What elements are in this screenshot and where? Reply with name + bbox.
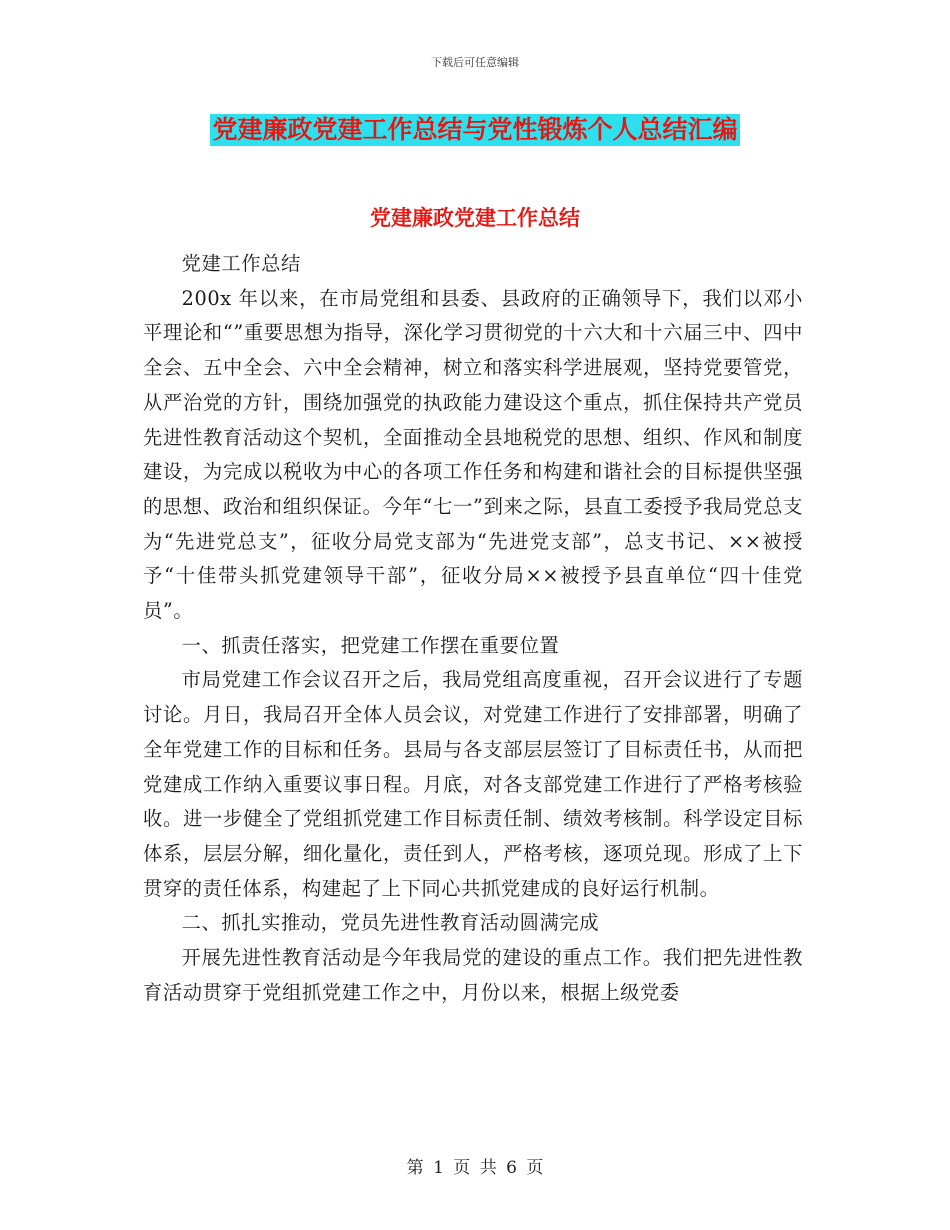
page-header-note: 下载后可任意编辑 (431, 56, 519, 69)
document-title-text: 党建廉政党建工作总结与党性锻炼个人总结汇编 (212, 115, 738, 144)
document-subtitle: 党建廉政党建工作总结 (370, 205, 580, 230)
body-paragraph-heading: 党建工作总结 (181, 252, 301, 275)
section-heading-2: 二、抓扎实推动，党员先进性教育活动圆满完成 (181, 911, 600, 935)
document-body (143, 247, 803, 1010)
body-paragraph: 200x 年以来，在市局党组和县委、县政府的正确领导下，我们以邓小平理论和“”重要思想为指导，深化学习贯彻党的十六大和十六届三中、四中全会、五中全会、六中全会精神，树立和落实科学进展观，坚持党要管党，从严治党的方针，围绕加强党的执政能力建设这个重点，抓住保持共产党员先进性教育活动这个契机，全面推动全县地税党的思想、组织、作风和制度建设，为完成以税收为中心的各项工作任务和构建和谐社会的目标提供坚强的思想、政治和组织保证。今年“七一”到来之际，县直工委授予我局党总支为“先进党总支”，征收分局党支部为“先进党支部”，总支书记、××被授予“十佳带头抓党建领导干部”，征收分局××被授予县直单位“四十佳党员”。 (143, 286, 803, 623)
page-number: 第 1 页 共 6 页 (406, 1158, 544, 1178)
section-heading-1: 一、抓责任落实，把党建工作摆在重要位置 (181, 633, 560, 657)
document-title (0, 114, 950, 146)
body-paragraph: 开展先进性教育活动是今年我局党的建设的重点工作。我们把先进性教育活动贯穿于党组抓党建工作之中，月份以来，根据上级党委 (143, 946, 803, 1004)
body-paragraph: 市局党建工作会议召开之后，我局党组高度重视，召开会议进行了专题讨论。月日，我局召开全体人员会议，对党建工作进行了安排部署，明确了全年党建工作的目标和任务。县局与各支部层层签订了目标责任书，从而把党建成工作纳入重要议事日程。月底，对各支部党建工作进行了严格考核验收。进一步健全了党组抓党建工作目标责任制、绩效考核制。科学设定目标体系，层层分解，细化量化，责任到人，严格考核，逐项兑现。形成了上下贯穿的责任体系，构建起了上下同心共抓党建成的良好运行机制。 (143, 668, 803, 900)
